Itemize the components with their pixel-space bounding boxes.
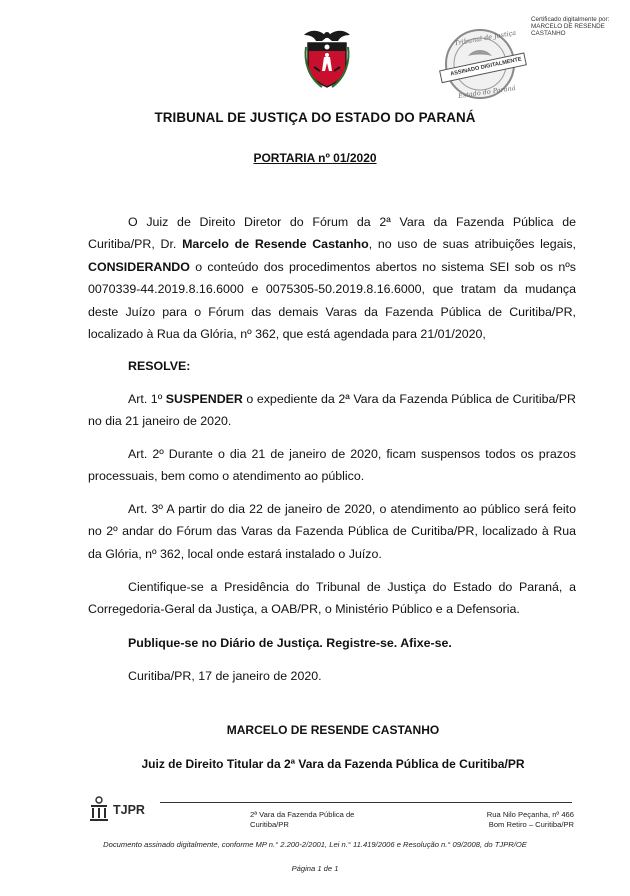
certificate-line-2: MARCELO DE RESENDE [531, 23, 605, 30]
digital-signature-disclaimer: Documento assinado digitalmente, conforme MP n.° 2.200-2/2001, Lei n.° 11.419/2006 e Resolução n.° 09/2008, do TJPR/OE [103, 840, 527, 849]
footer-address-left-2: Curitiba/PR [250, 819, 289, 829]
digital-signature-seal [432, 26, 532, 106]
art1-text-a: Art. 1º [128, 392, 166, 406]
date-paragraph [88, 665, 576, 687]
footer-address-right [476, 810, 574, 829]
publique-text: Publique-se no Diário de Justiça. Registre-se. Afixe-se. [128, 636, 452, 650]
document-date: Curitiba/PR, 17 de janeiro de 2020. [128, 669, 322, 683]
cientifique-text: Cientifique-se a Presidência do Tribunal de Justiça do Estado do Paraná, a Corregedoria-Geral da Justiça, a OAB/PR, o Ministério Público e a Defensoria. [88, 580, 576, 617]
intro-text-c: o conteúdo dos procedimentos abertos no sistema SEI sob os nºs 0070339-44.2019.8.16.6000 e 0075305-50.2019.8.16.6000, que tratam da mudança deste Juízo para o Fórum das demais Varas da Fazenda Pública de Curitiba/PR, localizado à Rua da Glória, nº 362, que está agendada para 21/01/2020, [88, 259, 576, 342]
certificate-note [531, 16, 623, 37]
art3-text: Art. 3º A partir do dia 22 de janeiro de 2020, o atendimento ao público será feito no 2º andar do Fórum das Varas da Fazenda Pública de Curitiba/PR, localizado à Rua da Glória, nº 362, local onde estará instalado o Juízo. [88, 502, 576, 561]
certificate-line-3: CASTANHO [531, 30, 566, 37]
art2-text: Art. 2º Durante o dia 21 de janeiro de 2020, ficam suspensos todos os prazos processuais, bem como o atendimento ao público. [88, 447, 576, 484]
resolve-label: RESOLVE: [128, 359, 191, 373]
footer-address-left [250, 810, 354, 829]
cientifique-paragraph [88, 576, 576, 621]
seal-band-text: ASSINADO DIGITALMENTE [449, 56, 523, 78]
seal-bottom-text: Estado do Paraná [457, 84, 517, 100]
article-1 [88, 388, 576, 433]
tjpr-logo-text: TJPR [113, 803, 145, 817]
seal-top-text: Tribunal de Justiça [453, 28, 517, 48]
paragraph-intro [88, 211, 576, 345]
publique-paragraph [88, 632, 576, 654]
certificate-line-1: Certificado digitalmente por: [531, 16, 610, 23]
footer-address-right-1: Rua Nilo Peçanha, nº 466 [486, 810, 574, 819]
intro-text-a: O Juiz de Direito Diretor do Fórum da 2ª Vara da Fazenda Pública de Curitiba/PR, Dr. [88, 215, 576, 252]
footer-address-right-2: Bom Retiro – Curitiba/PR [488, 819, 574, 829]
parana-coat-of-arms-icon [302, 27, 352, 89]
footer-divider [160, 802, 572, 803]
portaria-heading: PORTARIA nº 01/2020 [253, 151, 377, 165]
art1-suspender: SUSPENDER [165, 392, 243, 406]
signatory-name: MARCELO DE RESENDE CASTANHO [226, 723, 440, 737]
judge-name-inline: Marcelo de Resende Castanho [182, 237, 369, 252]
tjpr-logo-icon [88, 795, 110, 823]
resolve-heading [88, 355, 576, 377]
footer-address-left-1: 2ª Vara da Fazenda Pública de [250, 810, 355, 819]
tjpr-logo [88, 795, 158, 823]
signatory-role: Juiz de Direito Titular da 2ª Vara da Fazenda Pública de Curitiba/PR [141, 757, 525, 771]
article-2 [88, 443, 576, 488]
considerando-label: CONSIDERANDO [88, 259, 190, 274]
page-number: Página 1 de 1 [291, 864, 339, 873]
art1-text-b: o expediente da 2ª Vara da Fazenda Pública de Curitiba/PR no dia 21 janeiro de 2020. [88, 392, 577, 429]
court-title: TRIBUNAL DE JUSTIÇA DO ESTADO DO PARANÁ [154, 110, 476, 125]
intro-text-b: , no uso de suas atribuições legais, [368, 237, 576, 252]
article-3 [88, 498, 576, 565]
